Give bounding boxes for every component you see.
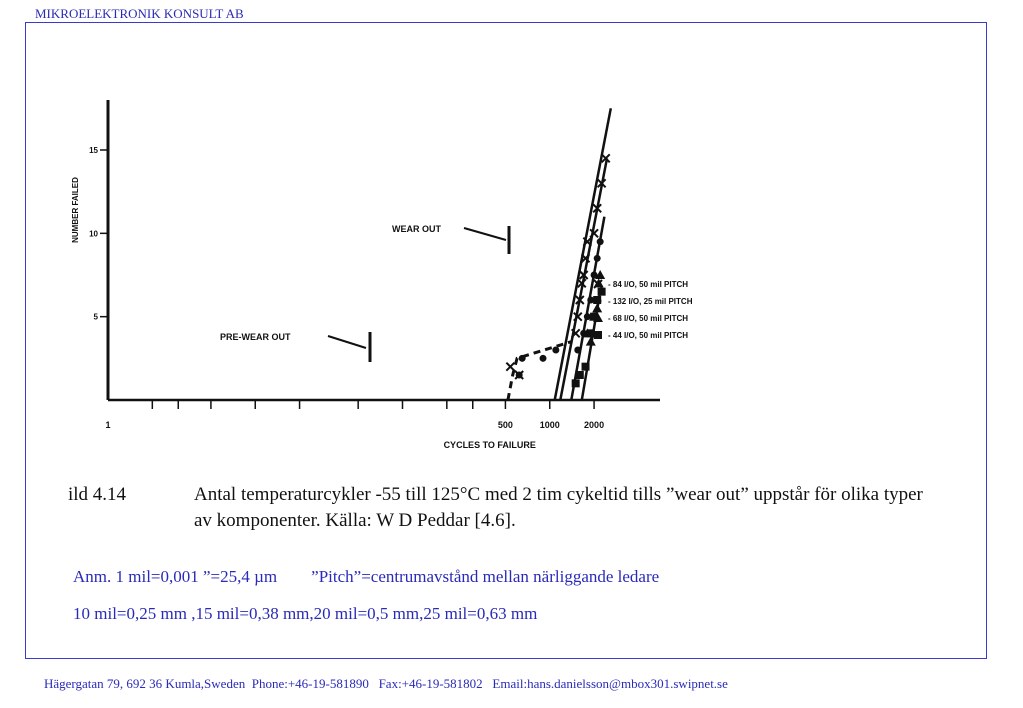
x-tick-label: 1000 <box>539 420 560 430</box>
legend-label: - 44 I/O, 50 mil PITCH <box>608 331 689 340</box>
data-point <box>506 363 514 371</box>
data-point <box>582 363 590 371</box>
x-tick-label: 2000 <box>584 420 605 430</box>
data-point <box>519 355 526 362</box>
y-axis-label: NUMBER FAILED <box>71 177 80 243</box>
figure-text: Antal temperaturcykler -55 till 125°C med 2 tim cykeltid tills ”wear out” uppstår för olika typer av komponenter. Källa: W D Peddar [4.6]. <box>194 484 923 531</box>
legend-label: - 132 I/O, 25 mil PITCH <box>608 297 693 306</box>
footer-contact: Hägergatan 79, 692 36 Kumla,Sweden Phone:+46-19-581890 Fax:+46-19-581802 Email:hans.danielsson@mbox301.swipnet.se <box>44 676 728 691</box>
pre-wear-out-pointer <box>328 336 366 348</box>
data-point <box>540 355 547 362</box>
x-tick-label: 1 <box>105 420 111 430</box>
data-point <box>572 379 580 387</box>
legend-label: - 68 I/O, 50 mil PITCH <box>608 314 689 323</box>
failure-chart <box>60 70 860 460</box>
pre-wear-out-annotation: PRE-WEAR OUT <box>220 332 291 342</box>
legend-marker <box>594 331 602 339</box>
data-point <box>598 288 606 296</box>
note-line-2: 10 mil=0,25 mm ,15 mil=0,38 mm,20 mil=0,5 mm,25 mil=0,63 mm <box>73 604 538 623</box>
data-point <box>597 238 604 245</box>
data-point <box>574 347 581 354</box>
company-header: MIKROELEKTRONIK KONSULT AB <box>35 6 244 21</box>
data-point <box>576 371 584 379</box>
note-line-1: Anm. 1 mil=0,001 ”=25,4 µm ”Pitch”=centrumavstånd mellan närliggande ledare <box>73 567 660 586</box>
data-point <box>594 255 601 262</box>
y-tick-label: 10 <box>89 229 98 239</box>
x-tick-label: 500 <box>497 420 513 430</box>
y-tick-label: 15 <box>89 146 98 155</box>
data-point <box>516 372 523 379</box>
legend-label: - 84 I/O, 50 mil PITCH <box>608 280 689 289</box>
data-point <box>587 329 595 337</box>
data-point <box>592 303 602 312</box>
y-tick-label: 5 <box>93 312 98 322</box>
data-point <box>552 347 559 354</box>
x-axis-label: CYCLES TO FAILURE <box>443 440 536 450</box>
data-point <box>584 313 591 320</box>
wear-out-annotation: WEAR OUT <box>392 224 441 234</box>
wear-out-pointer <box>464 228 506 240</box>
figure-id: ild 4.14 <box>68 484 127 505</box>
legend-marker <box>595 298 602 305</box>
